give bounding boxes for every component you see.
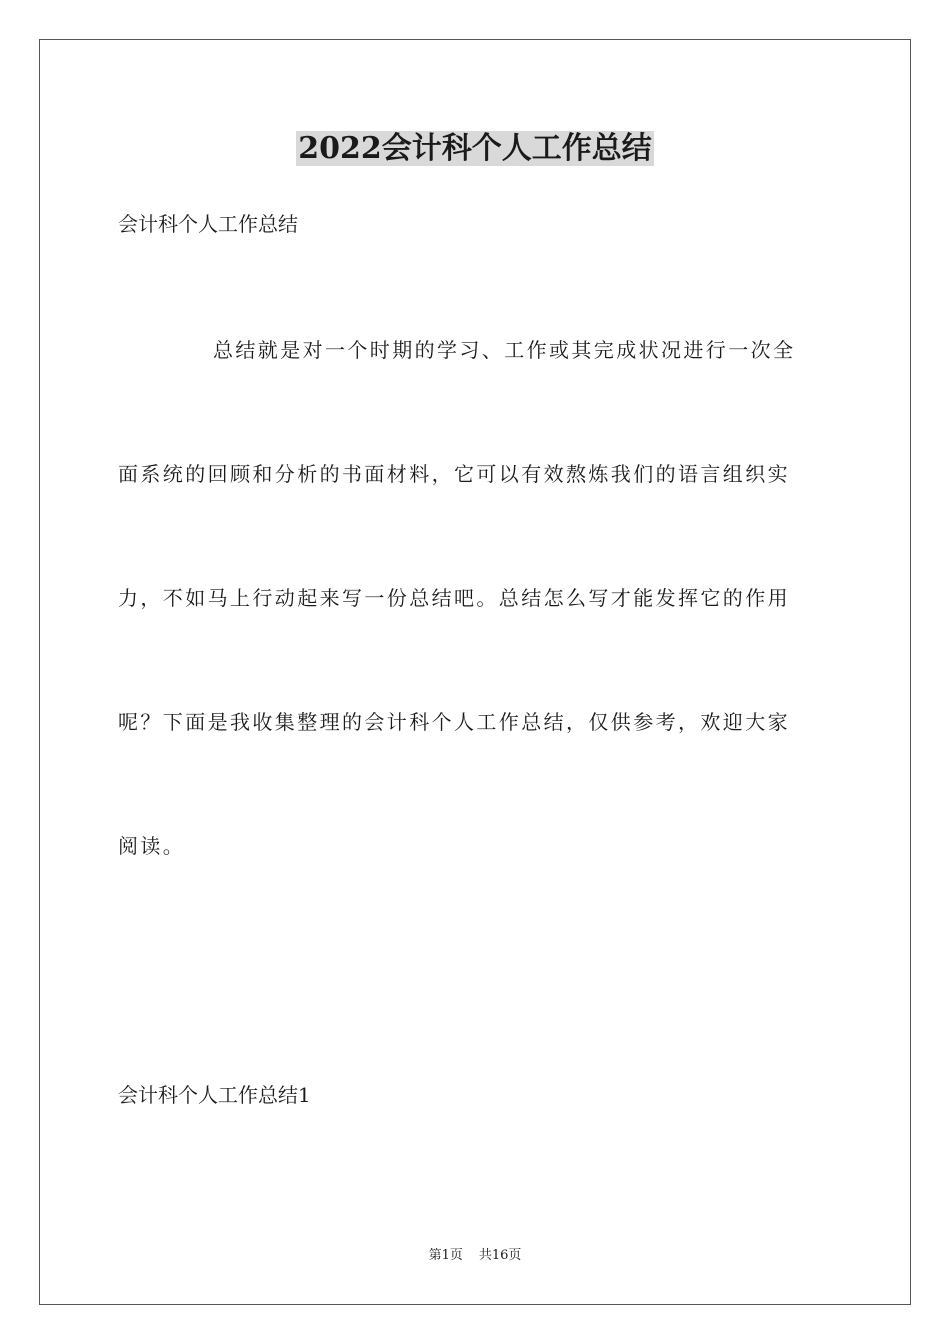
section-heading-1: 会计科个人工作总结1 (118, 1083, 311, 1107)
page-count: 共16页 (478, 1248, 522, 1263)
document-title (0, 124, 950, 174)
paragraph-line: 面系统的回顾和分析的书面材料，它可以有效熬炼我们的语言组织实 (118, 462, 790, 486)
intro-heading: 会计科个人工作总结 (118, 212, 298, 236)
document-title-text: 2022会计科个人工作总结 (298, 131, 652, 166)
paragraph-line: 呢？下面是我收集整理的会计科个人工作总结，仅供参考，欢迎大家 (118, 710, 790, 734)
paragraph-line: 总结就是对一个时期的学习、工作或其完成状况进行一次全 (213, 338, 796, 362)
paragraph-line: 力，不如马上行动起来写一份总结吧。总结怎么写才能发挥它的作用 (118, 586, 790, 610)
page-number: 第1页 (428, 1248, 463, 1263)
page-footer (0, 1247, 950, 1265)
paragraph-line: 阅读。 (118, 834, 186, 858)
